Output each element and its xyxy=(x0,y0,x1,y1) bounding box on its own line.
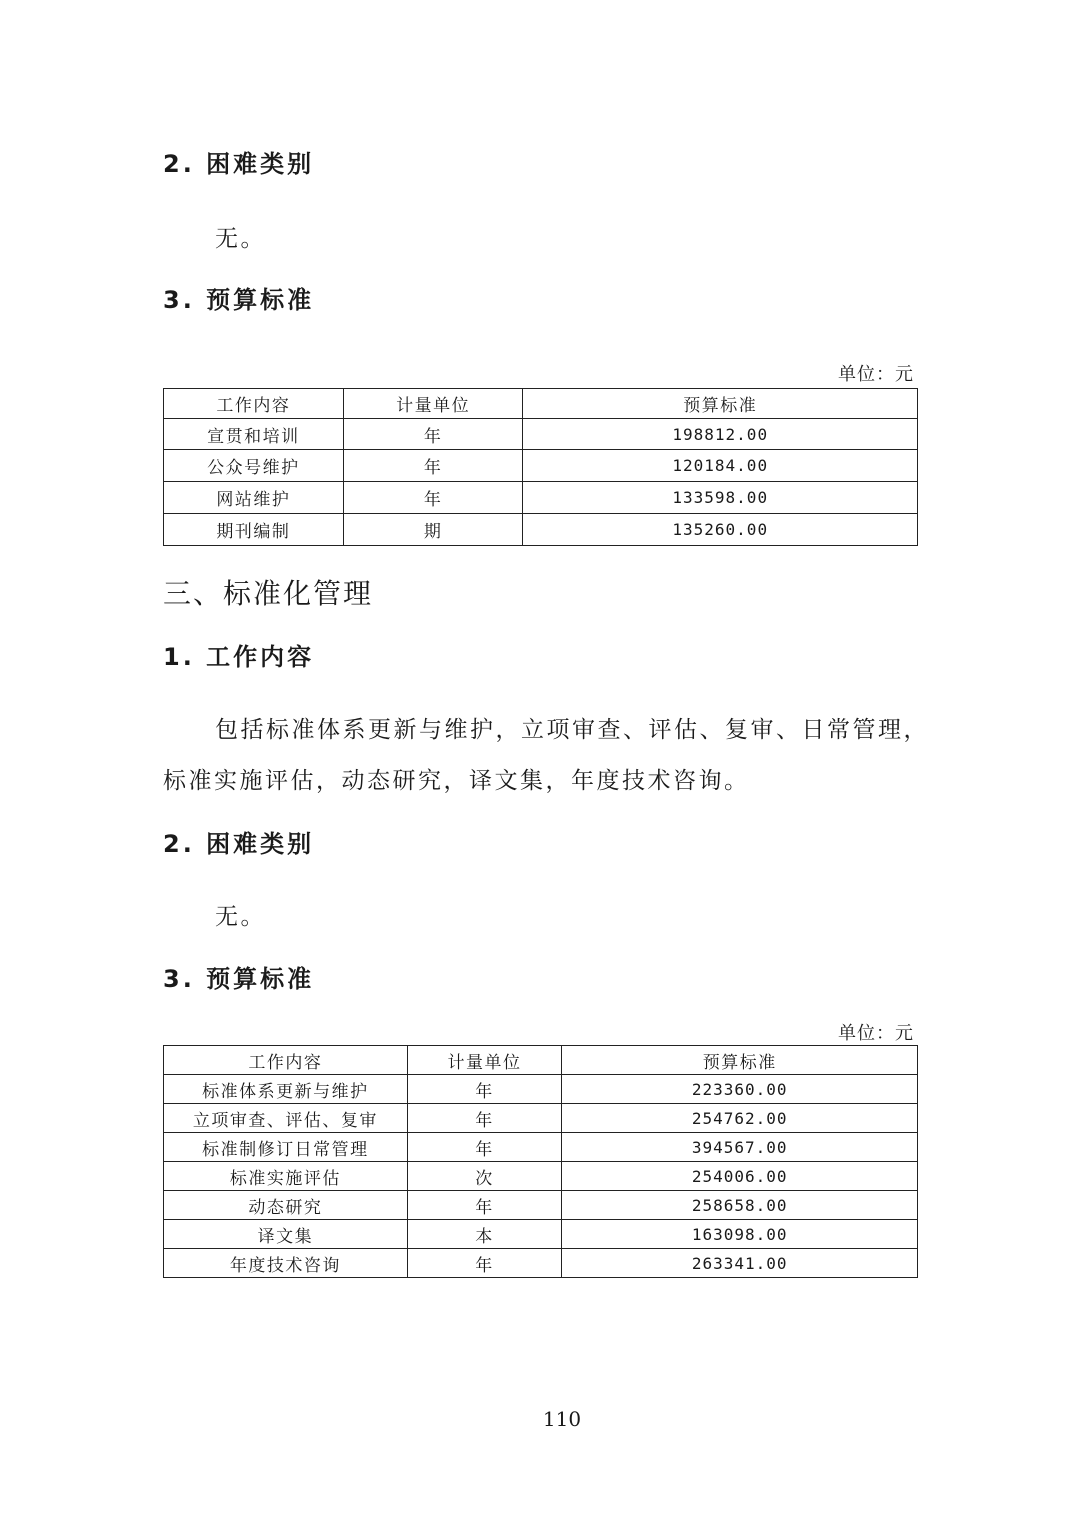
difficulty-text: 无。 xyxy=(215,904,266,930)
table-row xyxy=(164,514,918,546)
unit-cell: 本 xyxy=(407,1220,562,1249)
budget-table xyxy=(163,1045,918,1278)
item-cell: 立项审查、评估、复审 xyxy=(164,1104,408,1133)
item-cell: 译文集 xyxy=(164,1220,408,1249)
header-cell: 计量单位 xyxy=(343,389,523,419)
amount-cell: 198812.00 xyxy=(523,419,918,450)
work-content-line-2: 标准实施评估，动态研究，译文集，年度技术咨询。 xyxy=(163,768,750,794)
table-row xyxy=(164,1162,918,1191)
table-row xyxy=(164,482,918,514)
item-cell: 标准体系更新与维护 xyxy=(164,1075,408,1104)
item-cell: 网站维护 xyxy=(164,482,344,514)
amount-cell: 254762.00 xyxy=(562,1104,918,1133)
item-cell: 标准制修订日常管理 xyxy=(164,1133,408,1162)
header-cell: 预算标准 xyxy=(562,1046,918,1075)
header-cell: 预算标准 xyxy=(523,389,918,419)
unit-cell: 年 xyxy=(407,1191,562,1220)
unit-cell: 期 xyxy=(343,514,523,546)
item-cell: 动态研究 xyxy=(164,1191,408,1220)
header-cell: 工作内容 xyxy=(164,1046,408,1075)
difficulty-heading: 2. 困难类别 xyxy=(163,830,315,858)
unit-cell: 年 xyxy=(343,450,523,482)
table-row xyxy=(164,1075,918,1104)
header-cell: 工作内容 xyxy=(164,389,344,419)
unit-cell: 年 xyxy=(407,1075,562,1104)
table-row xyxy=(164,450,918,482)
amount-cell: 163098.00 xyxy=(562,1220,918,1249)
amount-cell: 263341.00 xyxy=(562,1249,918,1278)
budget-heading: 3. 预算标准 xyxy=(163,965,315,993)
unit-note: 单位：元 xyxy=(838,1023,914,1044)
amount-cell: 394567.00 xyxy=(562,1133,918,1162)
table-row xyxy=(164,1249,918,1278)
amount-cell: 135260.00 xyxy=(523,514,918,546)
unit-cell: 年 xyxy=(407,1104,562,1133)
difficulty-text: 无。 xyxy=(215,226,266,252)
difficulty-heading: 2. 困难类别 xyxy=(163,150,315,178)
table-row xyxy=(164,1104,918,1133)
unit-cell: 次 xyxy=(407,1162,562,1191)
work-content-line-1: 包括标准体系更新与维护，立项审查、评估、复审、日常管理， xyxy=(215,717,929,743)
amount-cell: 223360.00 xyxy=(562,1075,918,1104)
unit-cell: 年 xyxy=(343,482,523,514)
budget-heading: 3. 预算标准 xyxy=(163,286,315,314)
table-row xyxy=(164,419,918,450)
amount-cell: 133598.00 xyxy=(523,482,918,514)
table-row xyxy=(164,1191,918,1220)
table-header-row xyxy=(164,389,918,419)
amount-cell: 254006.00 xyxy=(562,1162,918,1191)
amount-cell: 120184.00 xyxy=(523,450,918,482)
item-cell: 宣贯和培训 xyxy=(164,419,344,450)
section-title: 三、标准化管理 xyxy=(163,577,374,610)
page-number: 110 xyxy=(542,1407,582,1431)
unit-note: 单位：元 xyxy=(838,364,914,385)
item-cell: 期刊编制 xyxy=(164,514,344,546)
table-header-row xyxy=(164,1046,918,1075)
table-row xyxy=(164,1133,918,1162)
item-cell: 年度技术咨询 xyxy=(164,1249,408,1278)
table-row xyxy=(164,1220,918,1249)
unit-cell: 年 xyxy=(407,1133,562,1162)
item-cell: 公众号维护 xyxy=(164,450,344,482)
amount-cell: 258658.00 xyxy=(562,1191,918,1220)
unit-cell: 年 xyxy=(343,419,523,450)
header-cell: 计量单位 xyxy=(407,1046,562,1075)
budget-table xyxy=(163,388,918,546)
unit-cell: 年 xyxy=(407,1249,562,1278)
item-cell: 标准实施评估 xyxy=(164,1162,408,1191)
work-content-heading: 1. 工作内容 xyxy=(163,643,315,671)
